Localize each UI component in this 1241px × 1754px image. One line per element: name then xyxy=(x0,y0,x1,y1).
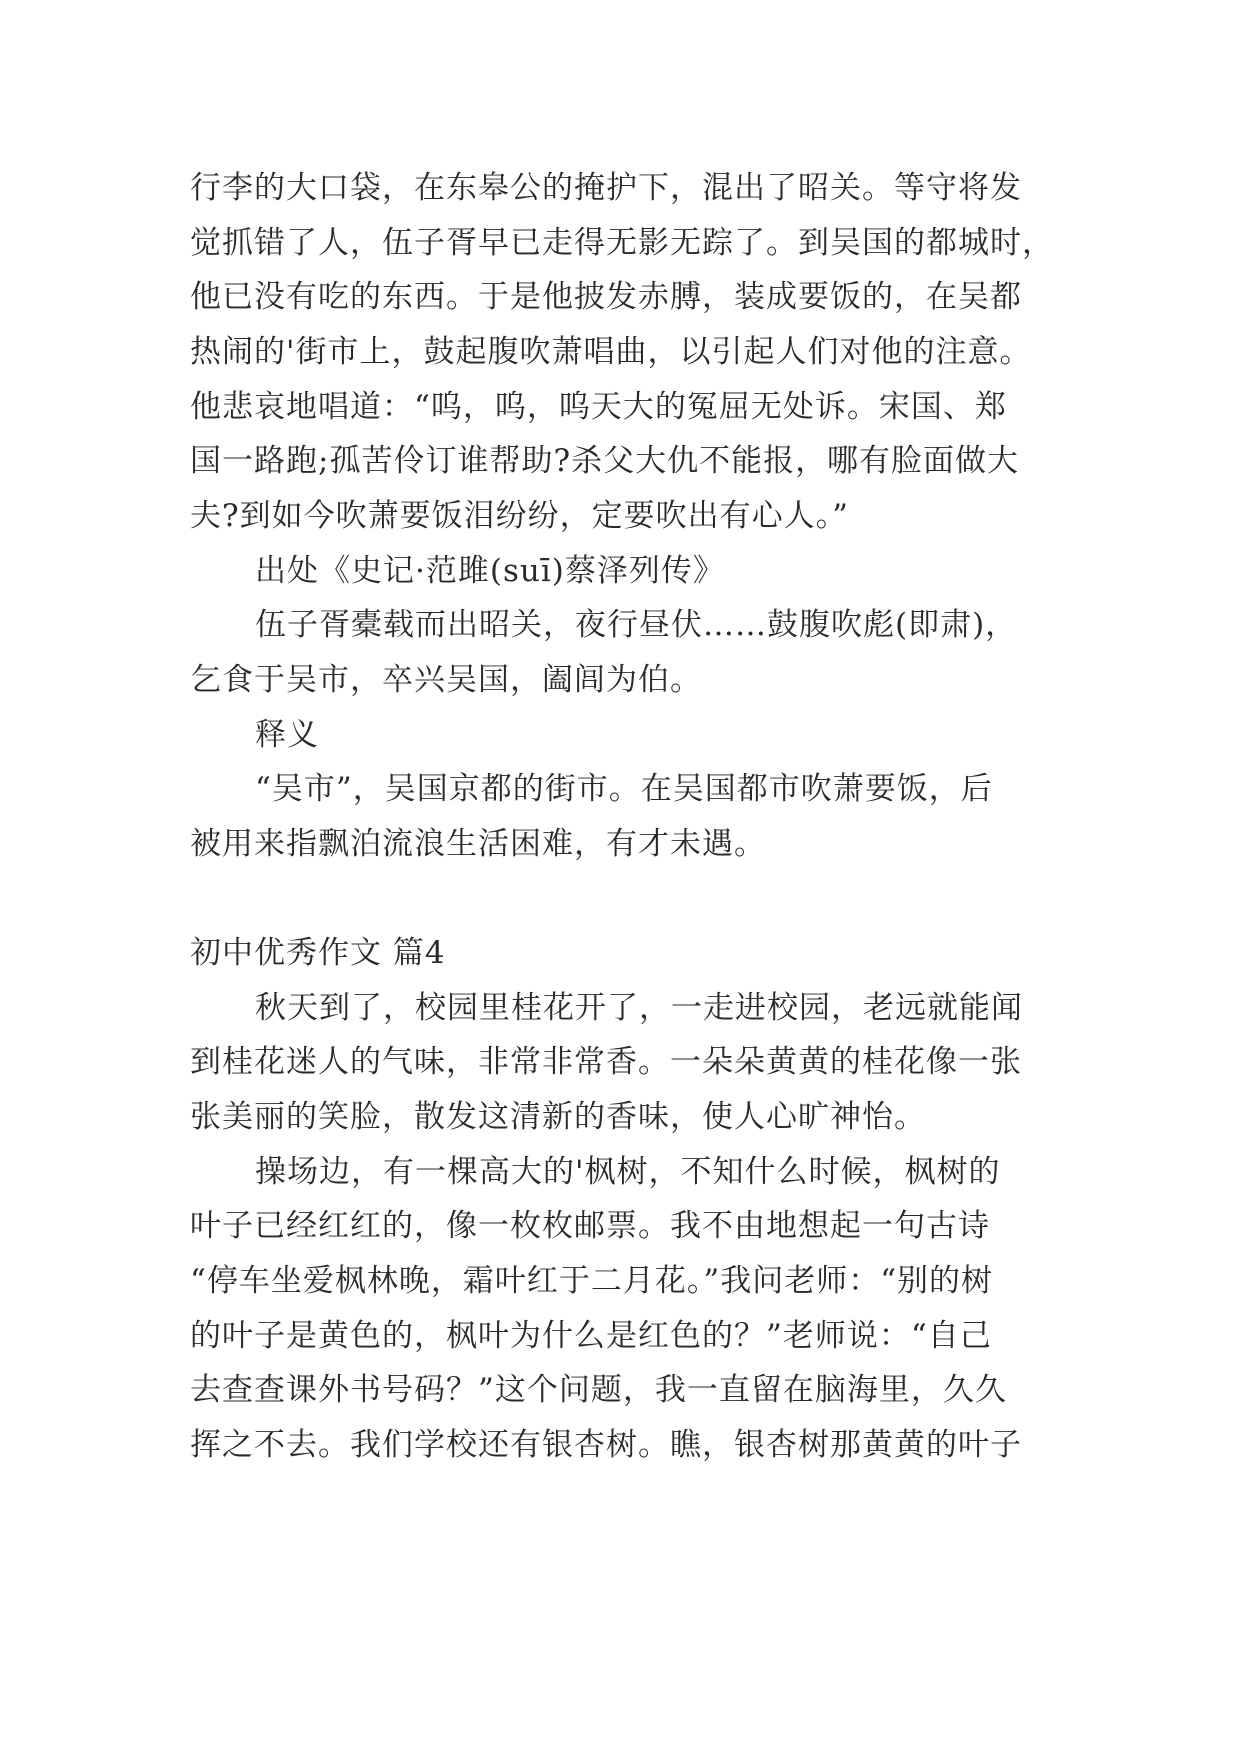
text-line: 的叶子是黄色的，枫叶为什么是红色的？”老师说：“自己 xyxy=(190,1318,992,1354)
text-line: 叶子已经红红的，像一枚枚邮票。我不由地想起一句古诗 xyxy=(190,1208,990,1244)
text-line: 被用来指飘泊流浪生活困难，有才未遇。 xyxy=(190,826,766,862)
source-heading: 出处《史记·范雎(suī)蔡泽列传》 xyxy=(255,553,725,589)
text-line: 行李的大口袋，在东皋公的掩护下，混出了昭关。等守将发 xyxy=(190,170,1022,206)
text-line: 夫?到如今吹萧要饭泪纷纷，定要吹出有心人。” xyxy=(190,498,849,534)
text-line: 操场边，有一棵高大的'枫树，不知什么时候，枫树的 xyxy=(255,1154,1001,1190)
text-line: 秋天到了，校园里桂花开了，一走进校园，老远就能闻 xyxy=(255,990,1023,1026)
section-title: 初中优秀作文 篇4 xyxy=(190,935,446,971)
definition-heading: 释义 xyxy=(255,717,319,753)
text-line: 觉抓错了人，伍子胥早已走得无影无踪了。到吴国的都城时， xyxy=(190,225,1054,261)
text-line: 伍子胥橐载而出昭关，夜行昼伏……鼓腹吹彪(即肃)， xyxy=(255,607,1018,643)
text-line: “停车坐爱枫林晚，霜叶红于二月花。”我问老师：“别的树 xyxy=(190,1263,994,1299)
text-line: 他悲哀地唱道：“呜，呜，呜天大的冤屈无处诉。宋国、郑 xyxy=(190,389,1007,425)
text-line: 到桂花迷人的气味，非常非常香。一朵朵黄黄的桂花像一张 xyxy=(190,1044,1022,1080)
text-line: “吴市”，吴国京都的街市。在吴国都市吹萧要饭，后 xyxy=(255,771,993,807)
text-line: 热闹的'街市上，鼓起腹吹萧唱曲，以引起人们对他的注意。 xyxy=(190,334,1032,370)
text-line: 去查查课外书号码？”这个问题，我一直留在脑海里，久久 xyxy=(190,1372,1007,1408)
text-line: 乞食于吴市，卒兴吴国，阖闾为伯。 xyxy=(190,662,702,698)
text-line: 国一路跑;孤苦伶订谁帮助?杀父大仇不能报，哪有脸面做大 xyxy=(190,443,1020,479)
text-line: 张美丽的笑脸，散发这清新的香味，使人心旷神怡。 xyxy=(190,1099,926,1135)
text-line: 他已没有吃的东西。于是他披发赤膊，装成要饭的，在吴都 xyxy=(190,279,1022,315)
text-line: 挥之不去。我们学校还有银杏树。瞧，银杏树那黄黄的叶子 xyxy=(190,1427,1022,1463)
